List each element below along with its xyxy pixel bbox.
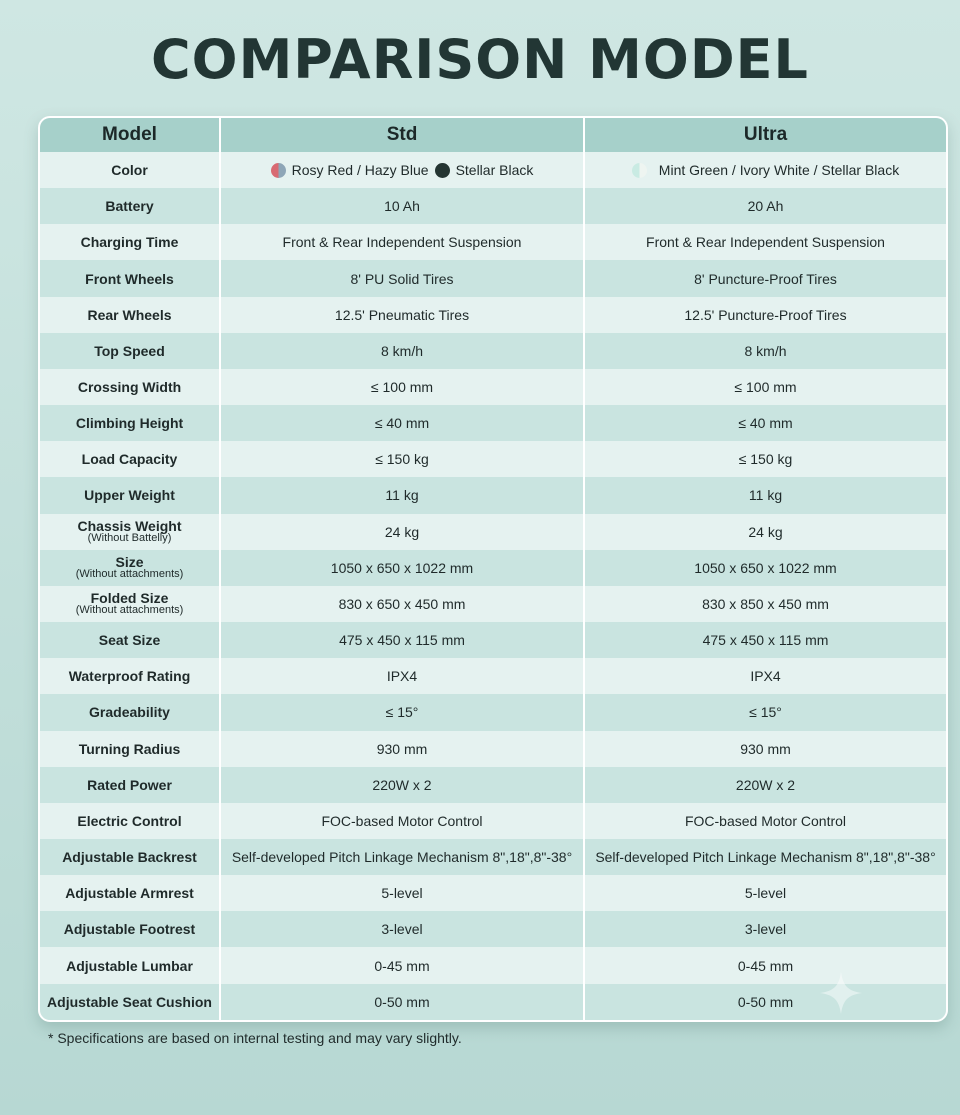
row-label-text: Electric Control	[77, 812, 182, 829]
table-row	[40, 622, 946, 658]
std-color-cell	[220, 152, 584, 188]
ultra-value: 8' Puncture-Proof Tires	[584, 260, 946, 296]
ultra-value: 12.5' Puncture-Proof Tires	[584, 297, 946, 333]
row-label	[40, 586, 220, 622]
table-row	[40, 875, 946, 911]
row-label-text: Load Capacity	[81, 451, 178, 468]
table-row	[40, 477, 946, 513]
row-label-text: Turning Radius	[78, 740, 181, 757]
std-color-b: Stellar Black	[455, 162, 534, 179]
row-label	[40, 658, 220, 694]
ultra-value: Self-developed Pitch Linkage Mechanism 8",18",8"-38°	[584, 839, 946, 875]
std-value: 3-level	[220, 911, 584, 947]
table-row-color	[40, 152, 946, 188]
row-label-text: Front Wheels	[85, 270, 174, 287]
std-value: ≤ 150 kg	[220, 441, 584, 477]
table-row	[40, 586, 946, 622]
ultra-value: 830 x 850 x 450 mm	[584, 586, 946, 622]
row-label-text: Gradeability	[89, 704, 170, 721]
footnote: * Specifications are based on internal testing and may vary slightly.	[48, 1030, 462, 1046]
mint-ivory-swatch-icon	[632, 163, 647, 178]
ultra-value: ≤ 150 kg	[584, 441, 946, 477]
std-value: 930 mm	[220, 731, 584, 767]
ultra-value: 3-level	[584, 911, 946, 947]
row-label	[40, 550, 220, 586]
table-row	[40, 441, 946, 477]
row-label	[40, 333, 220, 369]
table-row	[40, 405, 946, 441]
page-title: COMPARISON MODEL	[151, 28, 809, 91]
table-row	[40, 658, 946, 694]
table-row	[40, 767, 946, 803]
ultra-value: Front & Rear Independent Suspension	[584, 224, 946, 260]
table-row	[40, 369, 946, 405]
table-row	[40, 839, 946, 875]
table-row	[40, 911, 946, 947]
std-value: Front & Rear Independent Suspension	[220, 224, 584, 260]
ultra-value: 11 kg	[584, 477, 946, 513]
row-sublabel: (Without Battelly)	[87, 532, 172, 545]
row-label	[40, 767, 220, 803]
table-row	[40, 224, 946, 260]
std-value: FOC-based Motor Control	[220, 803, 584, 839]
std-value: 830 x 650 x 450 mm	[220, 586, 584, 622]
std-value: 5-level	[220, 875, 584, 911]
ultra-value: 8 km/h	[584, 333, 946, 369]
row-label	[40, 260, 220, 296]
table-row	[40, 731, 946, 767]
ultra-value: 20 Ah	[584, 188, 946, 224]
table-row	[40, 694, 946, 730]
std-value: 475 x 450 x 115 mm	[220, 622, 584, 658]
ultra-value: 220W x 2	[584, 767, 946, 803]
std-value: 220W x 2	[220, 767, 584, 803]
row-label	[40, 297, 220, 333]
row-label	[40, 803, 220, 839]
table-row	[40, 803, 946, 839]
row-sublabel: (Without attachments)	[75, 568, 184, 581]
table-row	[40, 188, 946, 224]
std-value: ≤ 40 mm	[220, 405, 584, 441]
row-label	[40, 911, 220, 947]
row-label	[40, 441, 220, 477]
std-color-a: Rosy Red / Hazy Blue	[291, 162, 429, 179]
row-label	[40, 839, 220, 875]
ultra-color-cell	[584, 152, 946, 188]
row-label-text: Battery	[105, 198, 154, 215]
std-value: Self-developed Pitch Linkage Mechanism 8",18",8"-38°	[220, 839, 584, 875]
std-value: 0-50 mm	[220, 984, 584, 1020]
std-value: IPX4	[220, 658, 584, 694]
row-label	[40, 188, 220, 224]
std-value: 24 kg	[220, 514, 584, 550]
row-label-text: Chassis Weight	[77, 518, 182, 535]
std-value: 1050 x 650 x 1022 mm	[220, 550, 584, 586]
std-value: 0-45 mm	[220, 947, 584, 983]
row-label-text: Top Speed	[94, 342, 165, 359]
row-label: Color	[111, 162, 148, 179]
rosy-hazy-swatch-icon	[271, 163, 286, 178]
row-label	[40, 477, 220, 513]
row-label-text: Seat Size	[98, 632, 161, 649]
row-label	[40, 984, 220, 1020]
std-value: ≤ 15°	[220, 694, 584, 730]
row-label	[40, 405, 220, 441]
std-value: 10 Ah	[220, 188, 584, 224]
row-label-text: Adjustable Lumbar	[66, 957, 193, 974]
std-value: 8 km/h	[220, 333, 584, 369]
row-label	[40, 947, 220, 983]
ultra-color: Mint Green / Ivory White / Stellar Black	[658, 162, 900, 179]
ultra-value: ≤ 100 mm	[584, 369, 946, 405]
row-label	[40, 731, 220, 767]
ultra-value: 0-50 mm	[584, 984, 946, 1020]
ultra-value: 5-level	[584, 875, 946, 911]
table-header-row	[40, 118, 946, 152]
row-label-text: Adjustable Armrest	[65, 885, 194, 902]
ultra-value: 1050 x 650 x 1022 mm	[584, 550, 946, 586]
ultra-value: IPX4	[584, 658, 946, 694]
ultra-value: 0-45 mm	[584, 947, 946, 983]
header-std: Std	[220, 118, 584, 152]
row-label-text: Upper Weight	[84, 487, 175, 504]
row-sublabel: (Without attachments)	[75, 604, 184, 617]
std-value: 8' PU Solid Tires	[220, 260, 584, 296]
row-label	[40, 622, 220, 658]
header-model: Model	[40, 118, 220, 152]
table-row	[40, 984, 946, 1020]
table-row	[40, 333, 946, 369]
header-ultra: Ultra	[584, 118, 946, 152]
row-label-text: Adjustable Footrest	[63, 921, 196, 938]
ultra-value: 930 mm	[584, 731, 946, 767]
table-row	[40, 260, 946, 296]
row-label-text: Folded Size	[90, 590, 169, 607]
sparkle-icon	[818, 970, 864, 1016]
std-value: 11 kg	[220, 477, 584, 513]
row-label-text: Rated Power	[87, 776, 172, 793]
table-row	[40, 947, 946, 983]
row-label-text: Charging Time	[80, 234, 179, 251]
row-label-text: Adjustable Seat Cushion	[47, 993, 212, 1010]
row-label-text: Crossing Width	[77, 379, 182, 396]
ultra-value: 24 kg	[584, 514, 946, 550]
row-label	[40, 875, 220, 911]
row-label-text: Rear Wheels	[87, 306, 172, 323]
ultra-value: ≤ 15°	[584, 694, 946, 730]
row-label-text: Size	[115, 554, 144, 571]
ultra-value: ≤ 40 mm	[584, 405, 946, 441]
row-label	[40, 514, 220, 550]
row-label-text: Adjustable Backrest	[62, 849, 197, 866]
table-row	[40, 297, 946, 333]
ultra-value: 475 x 450 x 115 mm	[584, 622, 946, 658]
ultra-value: FOC-based Motor Control	[584, 803, 946, 839]
table-row	[40, 514, 946, 550]
std-value: ≤ 100 mm	[220, 369, 584, 405]
row-label-text: Climbing Height	[75, 415, 184, 432]
comparison-table	[38, 116, 948, 1022]
std-value: 12.5' Pneumatic Tires	[220, 297, 584, 333]
table-row	[40, 550, 946, 586]
stellar-black-swatch-icon	[435, 163, 450, 178]
row-label-text: Waterproof Rating	[68, 668, 191, 685]
row-label	[40, 369, 220, 405]
row-label	[40, 694, 220, 730]
row-label	[40, 224, 220, 260]
